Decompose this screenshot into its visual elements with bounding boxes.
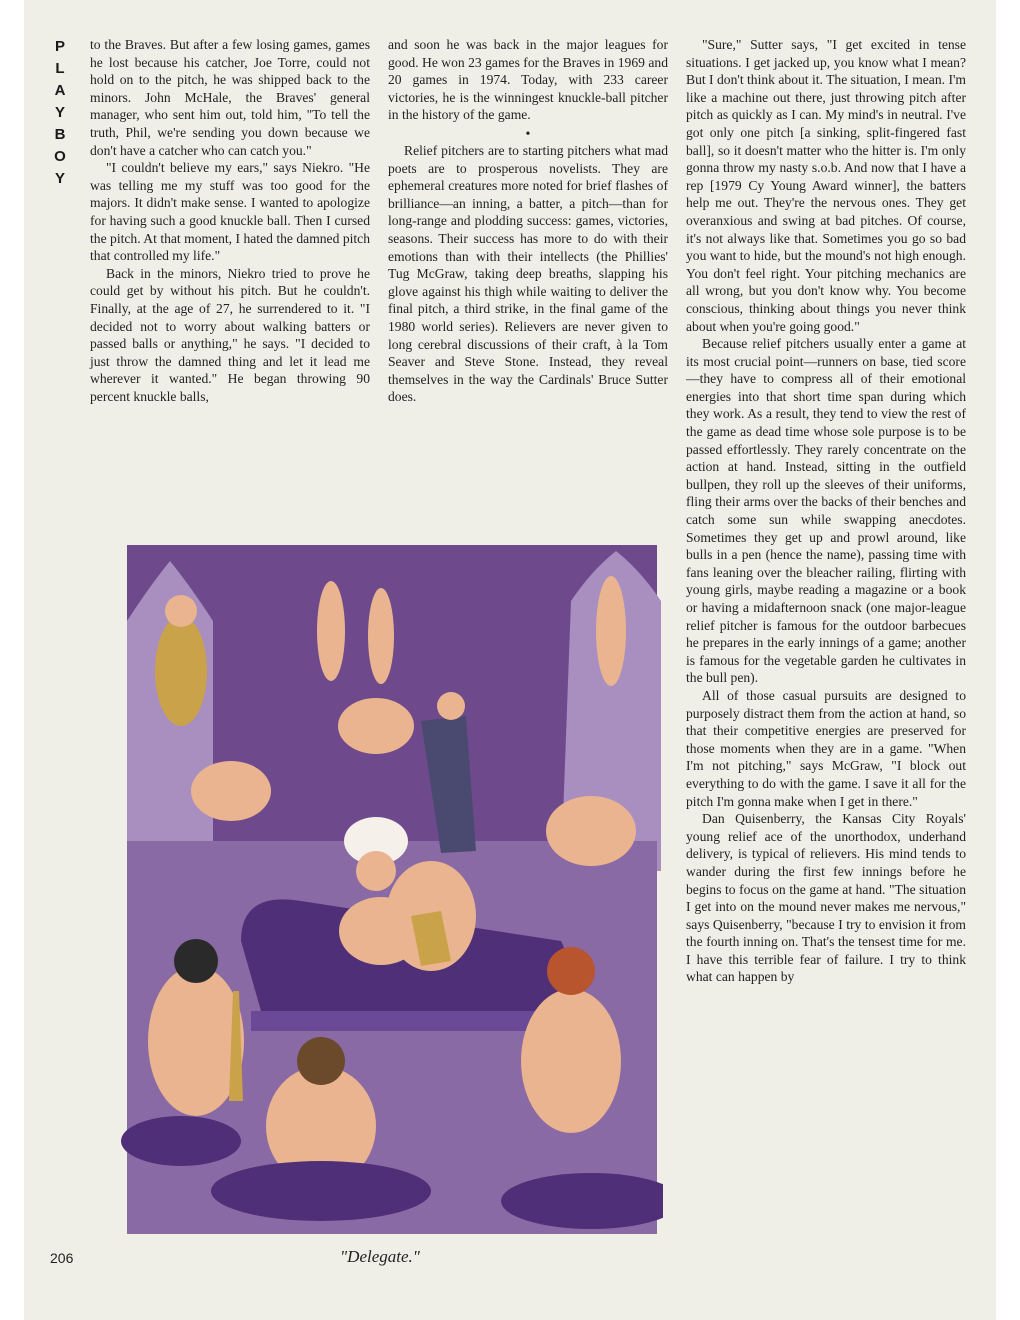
paragraph: All of those casual pursuits are designed to purposely distract them from the action at hand, so that their competitive energies are preserved for those moments when they are in a game. "When I'm not pitching," says McGraw, "I block out everything to do with the game. I save it all for the pitch I'm gonna make when I get in there." [686, 687, 966, 809]
text-column-2 [388, 36, 668, 406]
paragraph: Back in the minors, Niekro tried to prove he could get by without his pitch. But he couldn't. Finally, at the age of 27, he surrendered to it. "I decided not to worry about walking batters or passed balls or anything," he says. "I decided to just throw the damned thing and let it lead me wherever it wanted." He began throwing 90 percent knuckle balls, [90, 265, 370, 404]
magazine-name-vertical [50, 36, 70, 190]
cartoon-caption: "Delegate." [340, 1247, 420, 1266]
section-break-bullet: • [525, 126, 531, 142]
magazine-name-letter: Y [54, 170, 65, 187]
magazine-name-letter: P [54, 38, 65, 55]
text-column-3 [686, 36, 966, 986]
paragraph: Because relief pitchers usually enter a game at its most crucial point—runners on base, tied score—they have to compress all of their emotional energies into that short time span during which they work. As a result, they tend to view the rest of the game as dead time whose sole purpose is to be passed effortlessly. They rarely concentrate on the action at hand. Instead, sitting in the outfield bullpen, they roll up the sleeves of their uniforms, fling their arms over the backs of their benches and catch some sun while swapping anecdotes. Sometimes they get up and prowl around, like bulls in a pen (hence the name), passing time with fans leaning over the bleacher railing, flirting with young girls, maybe reading a magazine or a book or having a midafternoon snack (one major-league relief pitcher is famous for the outdoor barbecues he prepares in the early innings of a game; another is famous for the vegetable garden he cultivates in the bull pen). [686, 336, 966, 686]
magazine-name-letter: O [54, 148, 66, 165]
paragraph: to the Braves. But after a few losing games, games he lost because his catcher, Joe Torre, could not hold on to the pitch, he was shipped back to the minors. John McHale, the Braves' general manager, who sent him out, told him, "To tell the truth, Phil, we're sending you down because we don't have a catcher who can catch you." [90, 37, 370, 158]
text-column-1 [90, 36, 370, 405]
cartoon-illustration [121, 541, 663, 1234]
page-number: 206 [50, 1250, 74, 1266]
magazine-page [24, 0, 996, 1320]
cartoon-drawing [121, 541, 663, 1234]
magazine-name-letter: Y [54, 104, 65, 121]
paragraph: Dan Quisenberry, the Kansas City Royals' young relief ace of the unorthodox, underhand delivery, is typical of relievers. His mind tends to wander during the first few innings before he begins to focus on the game at hand. "The situation I get into on the mound never makes me nervous," says Quisenberry, "because I try to envision it from the fourth inning on. That's the tensest time for me. I have this terrible fear of failure. I try to think what can happen by [686, 811, 966, 985]
paragraph: "Sure," Sutter says, "I get excited in tense situations. I get jacked up, you know what I mean? But I don't think about it. The situation, I mean. I'm like a machine out there, just throwing pitch after pitch as quickly as I can. My mind's in neutral. I've got only one pitch [a sinking, split-fingered fast ball], so it doesn't matter who the hitter is. I'm only gonna throw my nasty s.o.b. And now that I have a rep [1979 Cy Young Award winner], the batters help me out. They're the nervous ones. They get overanxious and swing at bad pitches. Of course, it's not always like that. Sometimes you go so bad you want to hide, but the mound's not high enough. You don't feel right. Your pitching mechanics are all wrong, but you don't know why. You become conscious, thinking about things you never think about when you're going good." [686, 37, 966, 334]
paragraph: "I couldn't believe my ears," says Niekro. "He was telling me my stuff was too good for the majors. It didn't make sense. I wanted to apologize for having such a good knuckle ball. Then I cursed the pitch. At that moment, I hated the damned pitch that controlled my life." [90, 160, 370, 264]
magazine-name-letter: A [54, 82, 66, 99]
magazine-name-letter: L [55, 60, 65, 77]
magazine-name-letter: B [54, 126, 66, 143]
paragraph: Relief pitchers are to starting pitchers what mad poets are to prosperous novelists. They are ephemeral creatures more noted for brief flashes of brilliance—an inning, a batter, a pitch—than for long-range and plodding success: games, victories, seasons. Their success has more to do with their emotions than with their intellects (the Phillies' Tug McGraw, taking deep breaths, slapping his glove against his thigh while waiting to deliver the final pitch, a third strike, in the final game of the 1980 world series). Relievers are never given to long cerebral discussions of their craft, à la Tom Seaver and Steve Stone. Instead, they reveal themselves in the way the Cardinals' Bruce Sutter does. [388, 142, 668, 405]
paragraph: and soon he was back in the major leagues for good. He won 23 games for the Braves in 1969 and 20 games in 1974. Today, with 233 career victories, he is the winningest knuckle-ball pitcher in the history of the game. [388, 37, 668, 123]
